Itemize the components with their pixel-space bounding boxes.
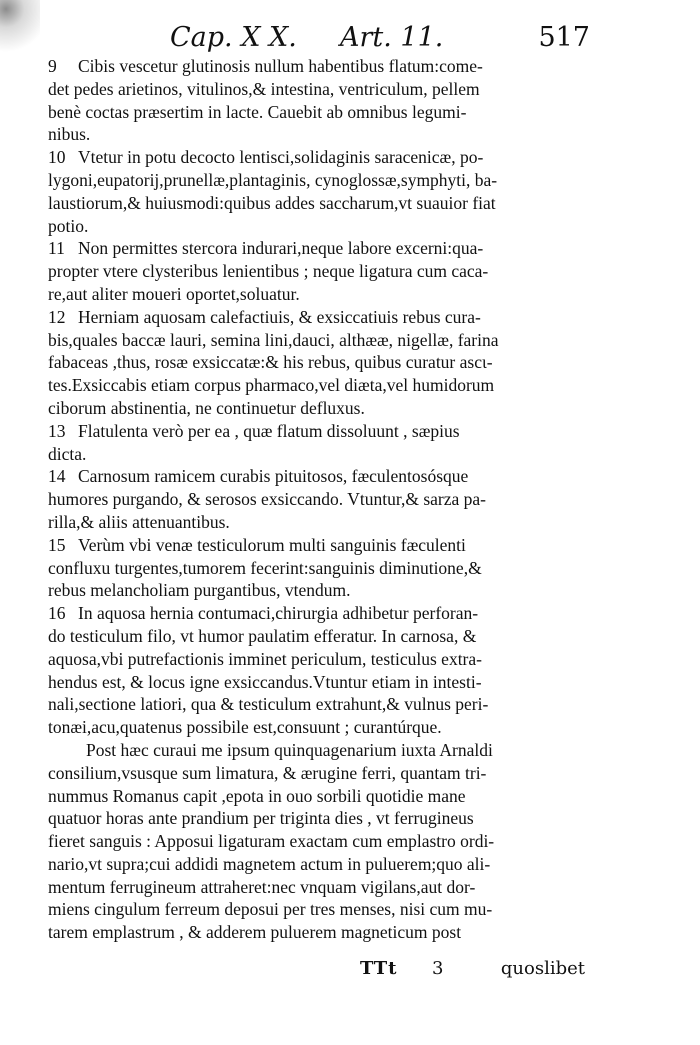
line-text: fieret sanguis : Apposui ligaturam exactam cum emplastro ordi-: [48, 831, 495, 852]
running-header: [170, 18, 590, 58]
line-text: bis,quales baccæ lauri, semina lini,dauci, althææ, nigellæ, farina: [48, 329, 499, 350]
line-text: lygoni,eupatorij,prunellæ,plantaginis, cynoglossæ,symphyti, ba-: [48, 169, 498, 190]
line-text: nummus Romanus capit ,epota in ouo sorbili quotidie mane: [48, 785, 466, 806]
text-line: [48, 237, 584, 260]
text-line: [48, 625, 584, 648]
line-text: nario,vt supra;cui addidi magnetem actum in puluerem;quo ali-: [48, 853, 491, 874]
line-text: re,aut aliter moueri oportet,soluatur.: [48, 283, 300, 304]
line-text: Flatulenta verò per ea , quæ flatum dissoluunt , sæpius: [78, 420, 460, 441]
text-line: [48, 283, 584, 306]
text-line: [48, 853, 584, 876]
text-line: [48, 716, 584, 739]
paragraph: [48, 420, 584, 466]
text-line: [48, 420, 584, 443]
paragraph-number: 12: [48, 306, 66, 327]
line-text: rilla,& aliis attenuantibus.: [48, 511, 230, 532]
text-line: [48, 78, 584, 101]
line-text: Post hæc curaui me ipsum quinquagenarium iuxta Arnaldi: [86, 739, 493, 760]
text-line: [48, 921, 584, 944]
line-text: propter vtere clysteribus lenientibus ; neque ligatura cum caca-: [48, 261, 489, 282]
text-line: [48, 351, 584, 374]
page-number: 517: [538, 22, 590, 53]
text-line: [48, 762, 584, 785]
line-text: confluxu turgentes,tumorem fecerint:sanguinis diminutione,&: [48, 557, 482, 578]
line-text: tarem emplastrum , & adderem puluerem magneticum post: [48, 922, 462, 943]
line-text: dicta.: [48, 443, 87, 464]
text-line: [48, 374, 584, 397]
text-line: [48, 215, 584, 238]
paragraph-number: 15: [48, 534, 66, 555]
line-text: consilium,vsusque sum limatura, & ærugine ferri, quantam tri-: [48, 762, 487, 783]
signature-mark: TTt: [360, 958, 398, 979]
paragraph: [48, 739, 584, 944]
paragraph: [48, 465, 584, 533]
line-text: miens cingulum ferreum deposui per tres menses, nisi cum mu-: [48, 899, 493, 920]
line-text: tes.Exsiccabis etiam corpus pharmaco,vel diæta,vel humidorum: [48, 375, 495, 396]
text-line: [48, 876, 584, 899]
paragraph-number: 14: [48, 466, 66, 487]
paragraph-number: 9: [48, 56, 57, 76]
line-text: nibus.: [48, 124, 91, 145]
paragraph: [48, 55, 584, 146]
text-line: [48, 397, 584, 420]
text-line: [48, 898, 584, 921]
text-line: [48, 55, 584, 78]
paragraph-number: 10: [48, 147, 66, 168]
line-text: mentum ferrugineum attraheret:nec vnquam vigilans,aut dor-: [48, 876, 476, 897]
text-line: [48, 192, 584, 215]
page-body: [48, 55, 584, 944]
line-text: potio.: [48, 215, 89, 236]
line-text: rebus melancholiam purgantibus, vtendum.: [48, 580, 351, 601]
text-line: [48, 557, 584, 580]
line-text: benè coctas præsertim in lacte. Cauebit ab omnibus legumi-: [48, 101, 467, 122]
text-line: [48, 488, 584, 511]
line-text: ciborum abstinentia, ne continuetur defluxus.: [48, 397, 365, 418]
text-line: [48, 693, 584, 716]
line-text: quatuor horas ante prandium per triginta dies , vt ferrugineus: [48, 808, 474, 829]
paragraph-number: 16: [48, 603, 66, 624]
line-text: humores purgando, & serosos exsiccando. Vtuntur,& sarza pa-: [48, 489, 486, 510]
line-text: Herniam aquosam calefactiuis, & exsiccatiuis rebus cura-: [78, 306, 481, 327]
line-text: aquosa,vbi putrefactionis imminet periculum, testiculus extra-: [48, 648, 482, 669]
paragraph: [48, 146, 584, 237]
text-line: [48, 465, 584, 488]
line-text: Non permittes stercora indurari,neque labore excerni:qua-: [78, 238, 484, 259]
text-line: [48, 739, 584, 762]
paragraph: [48, 237, 584, 305]
text-line: [48, 511, 584, 534]
catchword: quoslibet: [500, 958, 585, 979]
line-text: do testiculum filo, vt humor paulatim efferatur. In carnosa, &: [48, 625, 477, 646]
text-line: [48, 146, 584, 169]
signature-number: 3: [432, 958, 444, 979]
paragraph: [48, 602, 584, 739]
paragraph: [48, 306, 584, 420]
text-line: [48, 830, 584, 853]
text-line: [48, 579, 584, 602]
text-line: [48, 602, 584, 625]
text-line: [48, 785, 584, 808]
line-text: Vtetur in potu decocto lentisci,solidaginis saracenicæ, po-: [78, 147, 484, 168]
text-line: [48, 807, 584, 830]
text-line: [48, 169, 584, 192]
line-text: Verùm vbi venæ testiculorum multi sanguinis fæculenti: [78, 534, 466, 555]
line-text: hendus est, & locus igne exsiccandus.Vtuntur etiam in intesti-: [48, 671, 482, 692]
text-line: [48, 306, 584, 329]
paragraph-number: 11: [48, 238, 65, 259]
text-line: [48, 123, 584, 146]
text-line: [48, 260, 584, 283]
line-text: nali,sectione latiori, qua & testiculum extrahunt,& vulnus peri-: [48, 694, 489, 715]
line-text: Carnosum ramicem curabis pituitosos, fæculentosósque: [78, 466, 469, 487]
line-text: In aquosa hernia contumaci,chirurgia adhibetur perforan-: [78, 603, 479, 624]
line-text: laustiorum,& huiusmodi:quibus addes saccharum,vt suauior fiat: [48, 192, 496, 213]
paragraph-number: 13: [48, 420, 66, 441]
paragraph: [48, 534, 584, 602]
text-line: [48, 534, 584, 557]
text-line: [48, 443, 584, 466]
line-text: tonæi,acu,quatenus possibile est,consuunt ; curantúrque.: [48, 717, 442, 738]
line-text: Cibis vescetur glutinosis nullum habentibus flatum:come-: [78, 56, 483, 76]
chapter-heading: Cap. X X.: [170, 22, 297, 53]
line-text: fabaceas ,thus, rosæ exsiccatæ:& his rebus, quibus curatur ascι-: [48, 352, 493, 373]
article-heading: Art. 11.: [340, 22, 444, 53]
text-line: [48, 101, 584, 124]
ink-smudge: [0, 0, 40, 60]
text-line: [48, 671, 584, 694]
text-line: [48, 329, 584, 352]
text-line: [48, 648, 584, 671]
page-footer: [360, 958, 585, 986]
line-text: det pedes arietinos, vitulinos,& intestina, ventriculum, pellem: [48, 78, 480, 99]
